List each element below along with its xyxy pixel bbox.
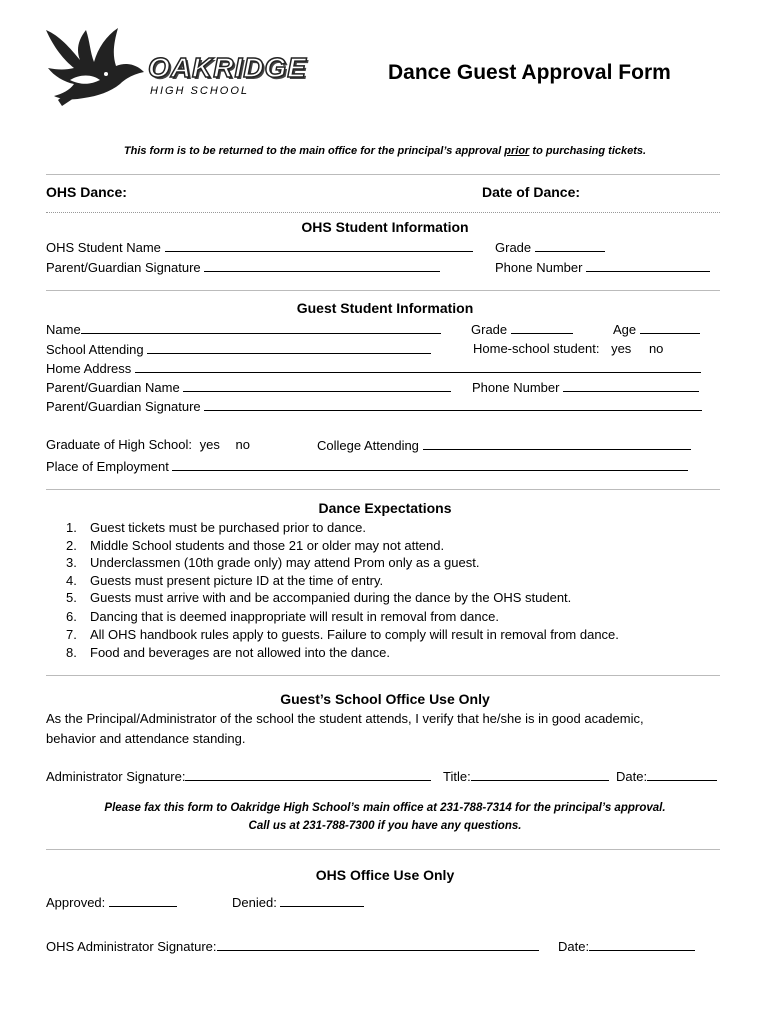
ohs-dance-label: OHS Dance: <box>46 184 127 200</box>
list-item: 2. Middle School students and those 21 or older may not attend. <box>66 538 445 553</box>
verification-statement-line2: behavior and attendance standing. <box>46 731 246 746</box>
verification-statement-line1: As the Principal/Administrator of the school the student attends, I verify that he/she is in good academic, <box>46 711 644 726</box>
graduate-yes-option[interactable]: yes <box>199 437 220 452</box>
form-title: Dance Guest Approval Form <box>388 61 671 84</box>
student-grade-field[interactable]: Grade <box>495 239 605 255</box>
list-item: 6. Dancing that is deemed inappropriate will result in removal from dance. <box>66 609 499 624</box>
ohs-date-field[interactable]: Date: <box>558 938 695 954</box>
student-info-heading: OHS Student Information <box>301 219 469 235</box>
guest-parent-signature-field[interactable]: Parent/Guardian Signature <box>46 398 702 414</box>
divider <box>46 849 720 850</box>
guest-grade-field[interactable]: Grade <box>471 321 573 337</box>
ohs-administrator-signature-field[interactable]: OHS Administrator Signature: <box>46 938 539 954</box>
intro-text: This form is to be returned to the main office for the principal’s approval prior to purchasing tickets. <box>123 145 647 157</box>
divider <box>46 675 720 676</box>
guest-address-field[interactable]: Home Address <box>46 360 701 376</box>
student-phone-field[interactable]: Phone Number <box>495 259 710 275</box>
school-logo <box>40 22 330 108</box>
college-field[interactable]: College Attending <box>317 437 691 453</box>
guest-office-heading: Guest’s School Office Use Only <box>280 691 490 707</box>
homeschool-field: Home-school student: yes no <box>473 341 664 356</box>
divider <box>46 489 720 490</box>
school-name: OAKRIDGE <box>148 52 307 83</box>
graduate-field: Graduate of High School: yes no <box>46 437 250 452</box>
denied-field[interactable]: Denied: <box>232 894 364 910</box>
date-of-dance-label: Date of Dance: <box>482 184 581 200</box>
list-item: 5. Guests must arrive with and be accompanied during the dance by the OHS student. <box>66 590 572 605</box>
list-item: 3. Underclassmen (10th grade only) may attend Prom only as a guest. <box>66 555 480 570</box>
homeschool-yes-option[interactable]: yes <box>611 341 632 356</box>
administrator-title-field[interactable]: Title: <box>443 768 609 784</box>
divider <box>46 212 720 213</box>
school-subtitle: HIGH SCHOOL <box>150 85 250 97</box>
employment-field[interactable]: Place of Employment <box>46 458 688 474</box>
list-item: 1. Guest tickets must be purchased prior to dance. <box>66 520 367 535</box>
graduate-no-option[interactable]: no <box>235 437 250 452</box>
guest-name-field[interactable]: Name <box>46 321 441 337</box>
student-parent-signature-field[interactable]: Parent/Guardian Signature <box>46 259 440 275</box>
administrator-date-field[interactable]: Date: <box>616 768 717 784</box>
expectations-heading: Dance Expectations <box>318 500 452 516</box>
fax-instructions-line1: Please fax this form to Oakridge High School’s main office at 231-788-7314 for the principal’s approval. <box>104 802 666 814</box>
guest-info-heading: Guest Student Information <box>296 300 474 316</box>
guest-parent-name-field[interactable]: Parent/Guardian Name <box>46 379 451 395</box>
divider <box>46 174 720 175</box>
approved-field[interactable]: Approved: <box>46 894 177 910</box>
ohs-office-heading: OHS Office Use Only <box>315 867 455 883</box>
guest-school-field[interactable]: School Attending <box>46 341 431 357</box>
eagle-logo-icon <box>40 22 160 108</box>
list-item: 7. All OHS handbook rules apply to guests. Failure to comply will result in removal from dance. <box>66 627 619 642</box>
fax-instructions-line2: Call us at 231-788-7300 if you have any questions. <box>248 820 522 832</box>
list-item: 4. Guests must present picture ID at the time of entry. <box>66 573 384 588</box>
student-name-field[interactable]: OHS Student Name <box>46 239 473 255</box>
guest-age-field[interactable]: Age <box>613 321 700 337</box>
homeschool-no-option[interactable]: no <box>648 341 664 356</box>
divider <box>46 290 720 291</box>
administrator-signature-field[interactable]: Administrator Signature: <box>46 768 431 784</box>
list-item: 8. Food and beverages are not allowed into the dance. <box>66 645 390 660</box>
guest-phone-field[interactable]: Phone Number <box>472 379 699 395</box>
